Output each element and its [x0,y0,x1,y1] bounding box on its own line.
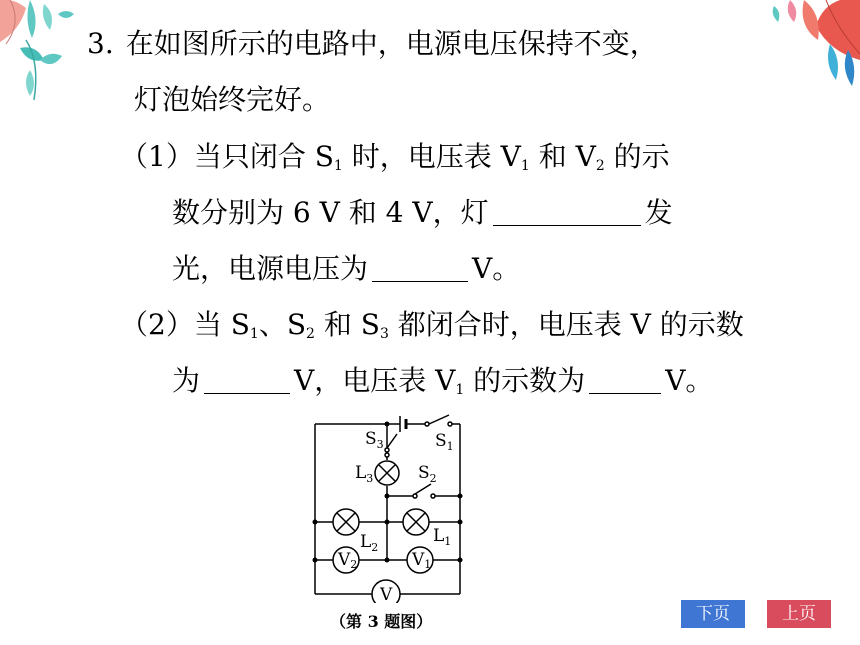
label-v2: V2 [338,550,358,571]
circuit-diagram [305,408,475,603]
part2-label: （2） [120,308,194,341]
label-l1: $L_1$ [433,526,452,548]
question-stem-line1: 在如图所示的电路中，电源电压保持不变， [125,27,658,60]
lamp-l2-icon [333,509,359,535]
label-s3: $S_3$ [365,429,384,451]
label-v1: V1 [412,550,432,571]
label-s2: $S_2$ [418,463,437,485]
part1-line3: 光，电源电压为 V。 [172,252,521,285]
part2-line2: 为 V，电压表 $V_1$ 的示数为 V。 [172,364,714,398]
leaf-cluster-icon [730,0,860,90]
question-stem-line2: 灯泡始终完好。 [134,83,331,116]
switch-s1-icon [425,415,460,426]
answer-blank-1[interactable] [493,197,641,226]
part1-label: （1） [120,140,194,173]
label-v: V [380,585,393,603]
lamp-l1-icon [403,509,429,535]
label-l3: $L_3$ [355,463,374,485]
part1-line2: 数分别为 6 V 和 4 V，灯 发 [172,196,673,229]
label-l2: $L_2$ [360,532,379,554]
label-s1: $S_1$ [435,431,454,453]
answer-blank-2[interactable] [372,253,468,282]
question-number: 3. [87,27,114,60]
lamp-l3-icon [375,461,399,485]
answer-blank-4[interactable] [589,365,661,394]
switch-s2-icon [413,484,435,498]
part1-line1: （1）当只闭合 $S_1$ 时，电压表 $V_1$ 和 $V_2$ 的示 [120,140,670,174]
part2-line1: （2）当 $S_1$、$S_2$ 和 $S_3$ 都闭合时，电压表 V 的示数 [120,308,744,342]
leaf-sprig-icon [0,0,90,110]
answer-blank-3[interactable] [204,365,290,394]
question-stem [87,24,658,64]
prev-page-button[interactable]: 上页 [767,600,831,628]
battery-icon [400,416,425,432]
figure-caption: （第 3 题图） [330,612,433,631]
next-page-button[interactable]: 下页 [681,600,745,628]
